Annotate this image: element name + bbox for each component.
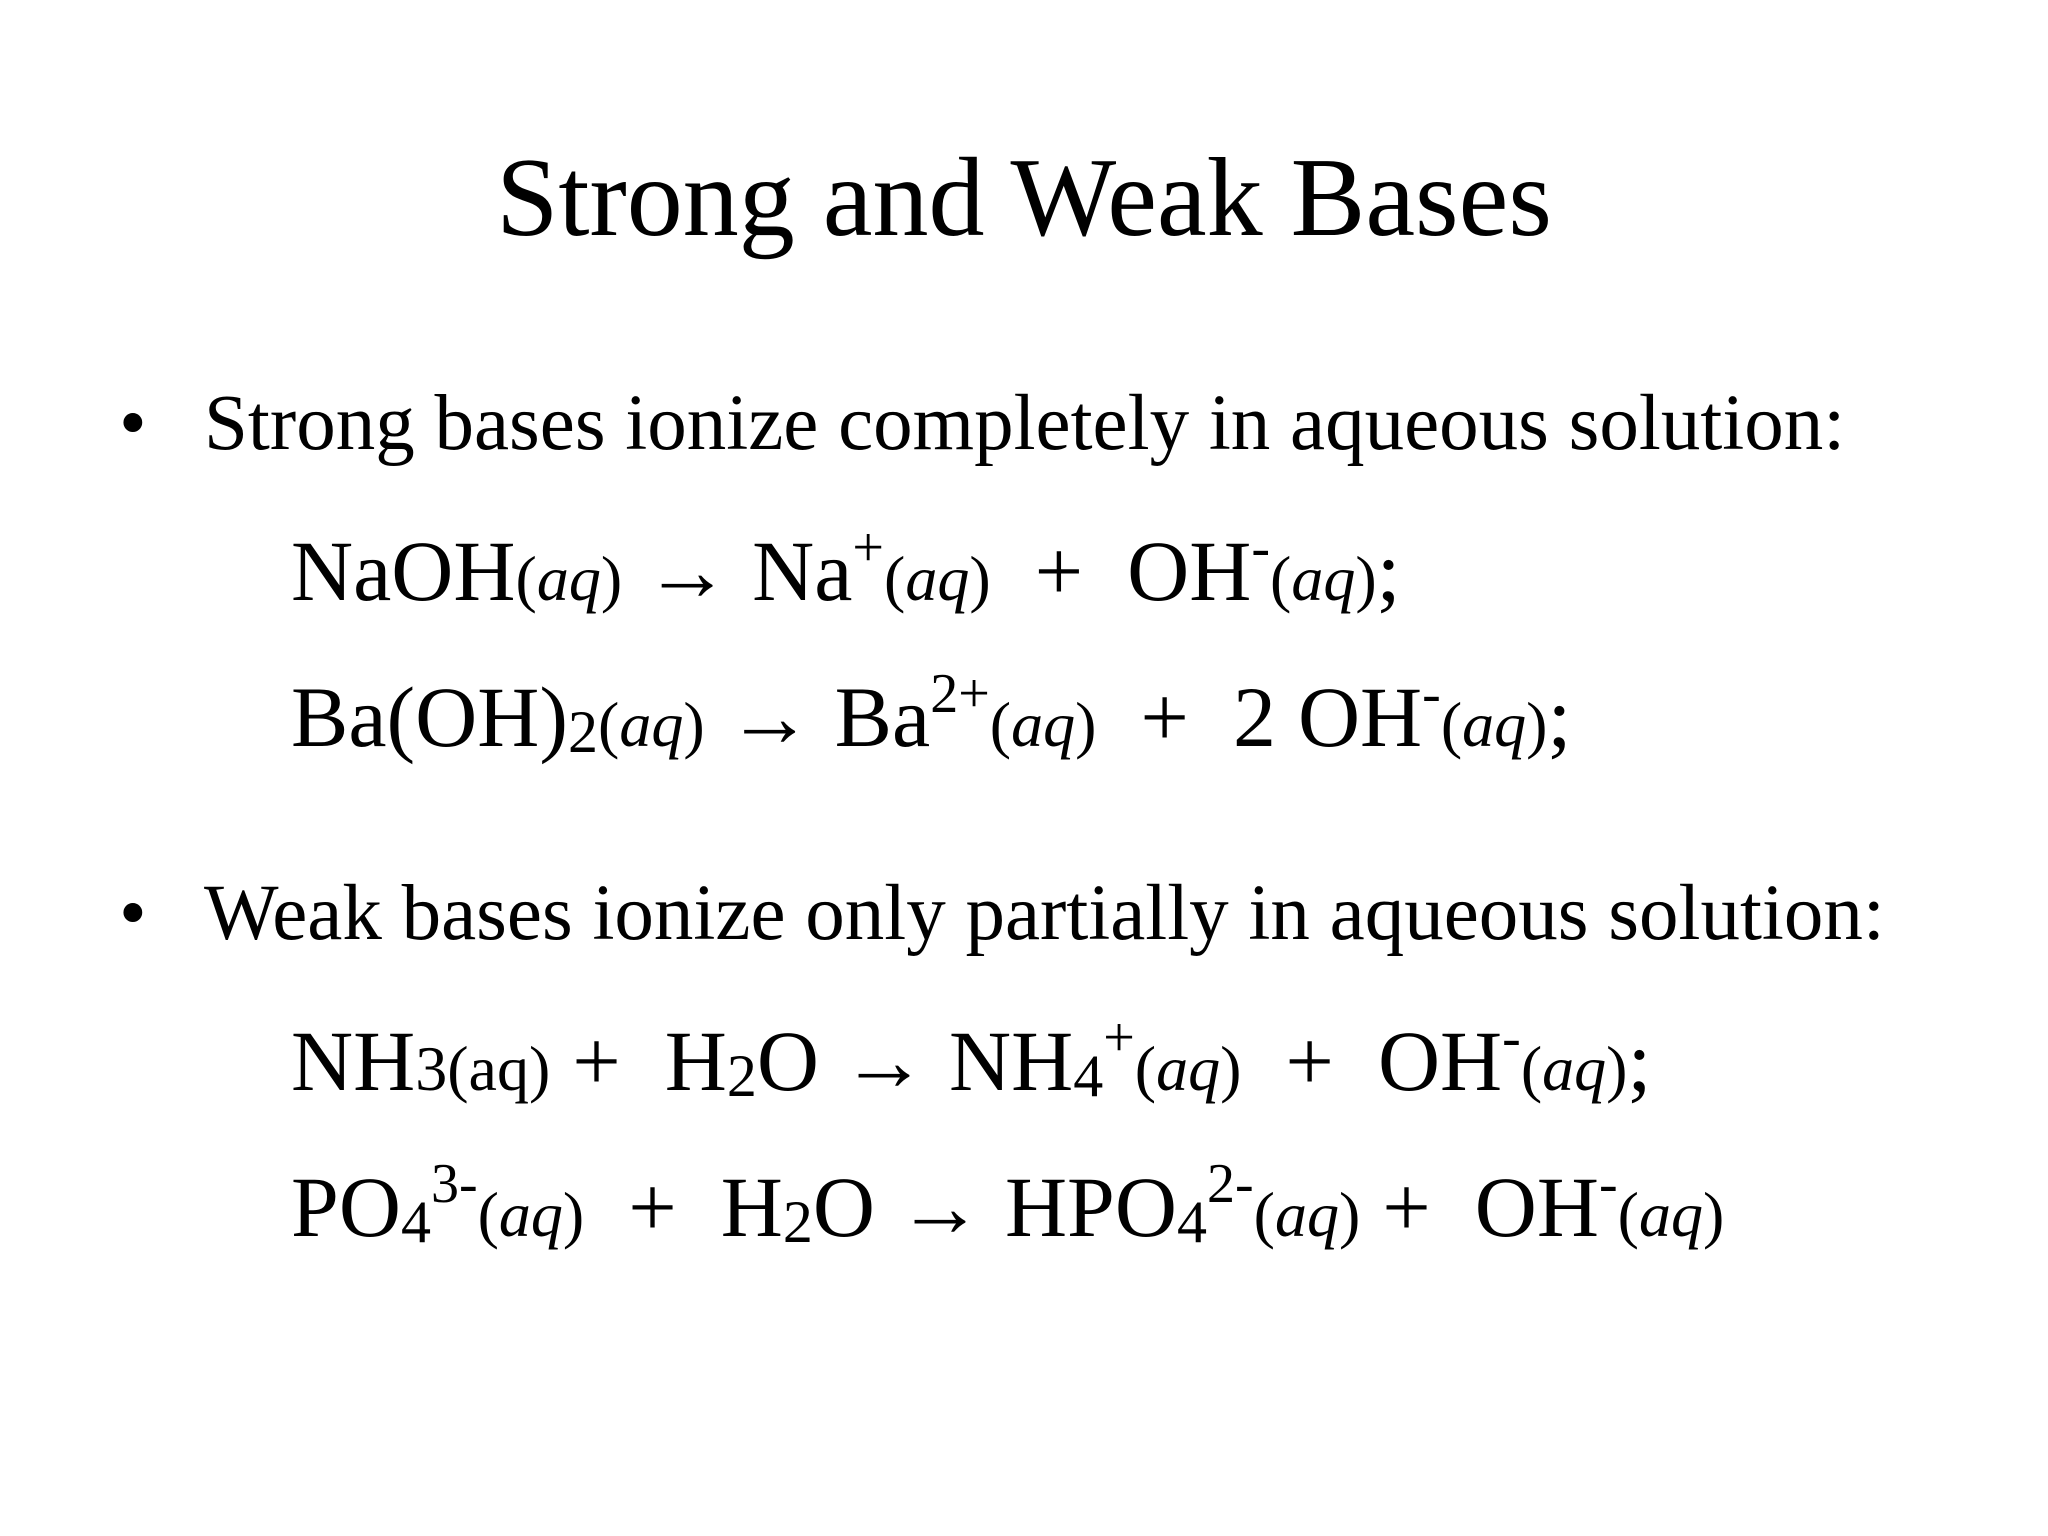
eq-charge: 2-	[1207, 1153, 1254, 1215]
eq-state: (aq)	[1617, 1179, 1725, 1250]
eq-state: (aq)	[884, 543, 991, 614]
eq-state: (aq)	[1440, 689, 1548, 760]
reaction-arrow: →	[644, 523, 731, 619]
eq-subscript: 4	[400, 1189, 431, 1255]
eq-charge: 3-	[430, 1153, 478, 1215]
eq-terminator: ;	[1627, 1013, 1652, 1109]
eq-subscript: 2	[782, 1189, 813, 1255]
reaction-arrow: →	[896, 1159, 983, 1255]
eq-state: (aq)	[515, 543, 623, 614]
eq-product: OH	[1127, 523, 1252, 619]
eq-reactant: O	[812, 1159, 875, 1255]
bullet-text: Weak bases ionize only partially in aqueous solution:	[204, 870, 1885, 957]
eq-charge: +	[1103, 1007, 1135, 1069]
eq-charge: -	[1599, 1153, 1618, 1215]
eq-subscript: 4	[1177, 1189, 1207, 1255]
eq-reactant: O	[756, 1013, 819, 1109]
eq-coefficient: 2	[1232, 669, 1276, 765]
eq-reactant: PO	[291, 1159, 401, 1255]
eq-reactant: H	[664, 1013, 727, 1109]
eq-state: (aq)	[1520, 1033, 1628, 1104]
eq-terminator: ;	[1376, 523, 1401, 619]
eq-charge: -	[1502, 1007, 1521, 1069]
eq-plus: +	[1382, 1159, 1431, 1255]
eq-plus: +	[572, 1013, 621, 1109]
reaction-arrow: →	[726, 669, 813, 765]
eq-subscript: 2	[568, 699, 599, 765]
eq-product: OH	[1474, 1159, 1600, 1255]
reaction-arrow: →	[840, 1013, 927, 1109]
bullet-text: Strong bases ionize completely in aqueous solution:	[204, 380, 1846, 467]
equation-po4	[291, 1152, 1724, 1270]
eq-state: (aq)	[1134, 1033, 1242, 1104]
eq-plus: +	[1285, 1013, 1334, 1109]
eq-subscript: 2	[726, 1043, 757, 1109]
eq-product: NH	[948, 1013, 1074, 1109]
eq-subscript-state: 3(aq)	[415, 1033, 551, 1104]
eq-state: (aq)	[598, 689, 705, 760]
eq-product: Na	[752, 523, 853, 619]
eq-plus: +	[1034, 523, 1084, 619]
eq-product: OH	[1377, 1013, 1503, 1109]
eq-subscript: 4	[1073, 1043, 1104, 1109]
eq-product: OH	[1297, 669, 1423, 765]
eq-product: Ba	[834, 669, 931, 765]
eq-reactant: NH	[291, 1013, 416, 1109]
eq-charge: -	[1251, 517, 1271, 579]
eq-state: (aq)	[477, 1179, 585, 1250]
eq-product: HPO	[1004, 1159, 1177, 1255]
bullet-marker: •	[119, 870, 147, 957]
equation-nh3	[291, 1006, 1651, 1124]
eq-charge: +	[852, 517, 884, 579]
eq-state: (aq)	[1270, 543, 1377, 614]
eq-plus: +	[1140, 669, 1189, 765]
slide-title: Strong and Weak Bases	[496, 136, 1552, 260]
eq-state: (aq)	[989, 689, 1097, 760]
eq-plus: +	[628, 1159, 677, 1255]
eq-terminator: ;	[1547, 669, 1572, 765]
eq-state: (aq)	[1253, 1179, 1361, 1250]
eq-reactant: NaOH	[291, 523, 516, 619]
eq-charge: 2+	[930, 663, 990, 725]
eq-reactant: H	[720, 1159, 783, 1255]
equation-naoh	[291, 516, 1401, 634]
equation-baoh2	[291, 662, 1571, 780]
eq-reactant: Ba(OH)	[291, 669, 569, 765]
eq-charge: -	[1422, 663, 1441, 725]
bullet-marker: •	[119, 380, 147, 467]
